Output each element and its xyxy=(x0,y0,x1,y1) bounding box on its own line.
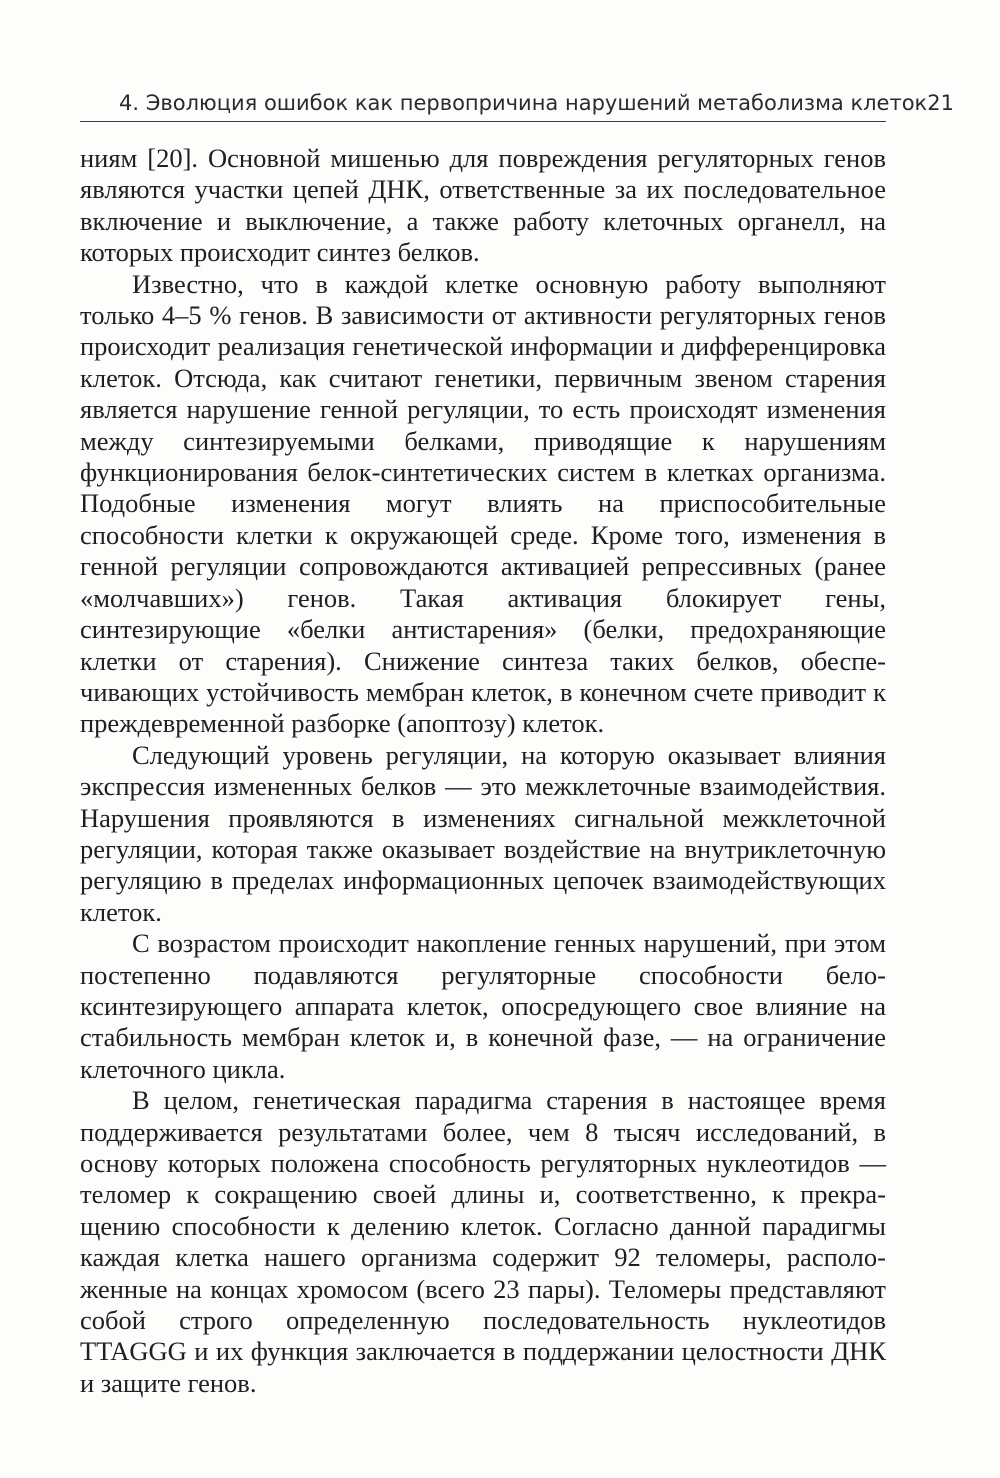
paragraph: Следующий уровень регуляции, на которую оказывает влияния экспрессия измененных белков — это межклеточные взаимодействия. Нарушения проявляются в изменениях сигнальной межклеточной регуляции, которая также оказывает воздействие на внутриклеточную регуляцию в пределах информационных цепочек взаимодействующих клеток. xyxy=(80,739,886,927)
body-text xyxy=(80,143,886,1399)
paragraph: ниям [20]. Основной мишенью для повреждения регуляторных генов являются участки цепей ДНК, ответственные за их последовательное включение и выключение, а также работу клеточных органелл, на которых происходит синтез белков. xyxy=(80,143,886,268)
paragraph: В целом, генетическая парадигма старения в настоящее время поддерживается результатами более, чем 8 тысяч исследований, в основу которых положена способность регуляторных нуклеотидов — теломер к сокращению своей длины и, соответственно, к прекращению способности к делению клеток. Согласно данной парадигмы каждая клетка нашего организма содержит 92 теломеры, расположенные на концах хромосом (всего 23 пары). Теломеры представляют собой строго определенную последовательность нуклеотидов TTAGGG и их функция заключается в поддержании целостности ДНК и защите генов. xyxy=(80,1085,886,1398)
page-number: 21 xyxy=(927,91,954,115)
paragraph: Известно, что в каждой клетке основную работу выполняют только 4–5 % генов. В зависимости от активности регуляторных генов происходит реализация генетической информации и дифференцировка клеток. Отсюда, как считают генетики, первичным звеном старения является нарушение генной регуляции, то есть происходят изменения между синтезируемыми белками, приводящие к нарушениям функционирования белок-синтетических систем в клетках организма. Подобные изменения могут влиять на приспособительные способности клетки к окружающей среде. Кроме того, изменения в генной регуляции сопровождаются активацией репрессивных (ранее «молчавших») генов. Такая активация блокирует гены, синтезирующие «белки антистарения» (белки, предохраняющие клетки от старения). Снижение синтеза таких белков, обеспечивающих устойчивость мембран клеток, в конечном счете приводит к преждевременной разборке (апоптозу) клеток. xyxy=(80,268,886,739)
running-header xyxy=(80,82,954,122)
paragraph: С возрастом происходит накопление генных нарушений, при этом постепенно подавляются регуляторные способности белоксинтезирующего аппарата клеток, опосредующего свое влияние на стабильность мембран клеток и, в конечной фазе, — на ограничение клеточного цикла. xyxy=(80,928,886,1084)
chapter-title: 4. Эволюция ошибок как первопричина нарушений метаболизма клеток xyxy=(119,91,928,115)
